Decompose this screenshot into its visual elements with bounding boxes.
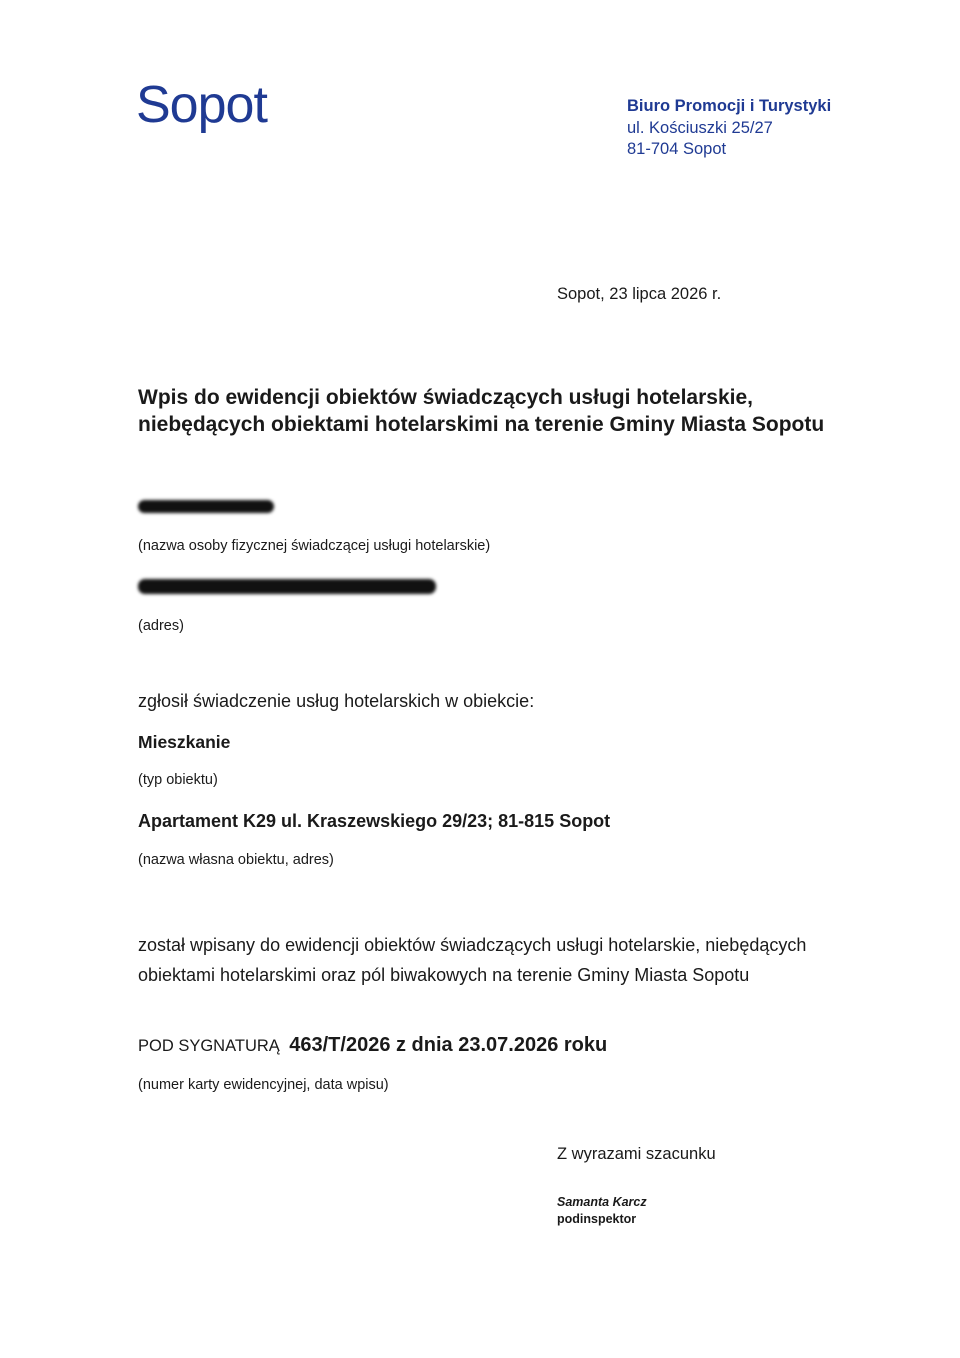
closing-regards: Z wyrazami szacunku: [557, 1145, 716, 1163]
signature-value: 463/T/2026 z dnia 23.07.2026 roku: [289, 1034, 608, 1056]
address-caption: (adres): [138, 618, 184, 634]
sender-address-block: [627, 96, 831, 161]
registration-signature-line: [138, 1034, 607, 1057]
sopot-logo: [136, 72, 292, 138]
signer-name: Samanta Karcz: [557, 1195, 647, 1209]
sopot-logo-graphic: [136, 72, 292, 138]
person-name-caption: (nazwa osoby fizycznej świadczącej usługi hotelarskie): [138, 538, 491, 554]
facility-type-caption: (typ obiektu): [138, 772, 218, 788]
facility-intro: zgłosił świadczenie usług hotelarskich w obiekcie:: [138, 691, 535, 711]
sender-city: 81-704 Sopot: [627, 140, 727, 158]
signer-role: podinspektor: [557, 1212, 637, 1226]
document-date: Sopot, 23 lipca 2026 r.: [557, 285, 722, 303]
document-title: Wpis do ewidencji obiektów świadczących usługi hotelarskie, niebędących obiektami hotelarskimi na terenie Gminy Miasta Sopotu: [138, 386, 825, 436]
redacted-person-name: [138, 500, 274, 513]
sender-organization: Biuro Promocji i Turystyki: [627, 97, 832, 115]
signature-caption: (numer karty ewidencyjnej, data wpisu): [138, 1077, 389, 1093]
registration-paragraph: został wpisany do ewidencji obiektów świadczących usługi hotelarskie, niebędących obiektami hotelarskimi oraz pól biwakowych na terenie Gminy Miasta Sopotu: [138, 935, 807, 985]
facility-name-address-caption: (nazwa własna obiektu, adres): [138, 852, 334, 868]
redacted-person-address: [138, 579, 436, 594]
facility-name-address: Apartament K29 ul. Kraszewskiego 29/23; 81-815 Sopot: [138, 811, 611, 831]
sender-street: ul. Kościuszki 25/27: [627, 118, 773, 137]
logo-wordmark: Sopot: [136, 76, 267, 134]
facility-type: Mieszkanie: [138, 732, 231, 752]
signature-prefix: POD SYGNATURĄ: [138, 1037, 280, 1055]
